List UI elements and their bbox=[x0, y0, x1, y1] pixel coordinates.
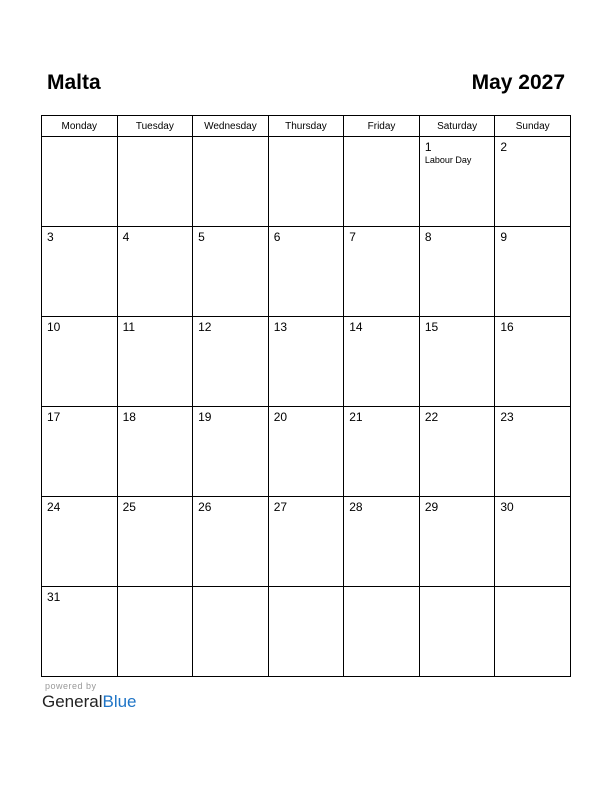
day-cell bbox=[193, 587, 269, 677]
weekday-header-row bbox=[42, 116, 571, 137]
week-row bbox=[42, 407, 571, 497]
day-cell bbox=[193, 497, 269, 587]
day-cell bbox=[42, 497, 118, 587]
day-number: 10 bbox=[47, 320, 61, 334]
day-cell bbox=[419, 587, 495, 677]
day-number: 25 bbox=[122, 500, 136, 514]
day-cell bbox=[495, 227, 571, 317]
day-cell bbox=[495, 317, 571, 407]
day-number: 1 bbox=[424, 140, 432, 154]
day-cell bbox=[268, 227, 344, 317]
day-cell bbox=[495, 587, 571, 677]
generalblue-logo[interactable] bbox=[42, 692, 137, 712]
day-number bbox=[269, 587, 344, 591]
day-cell bbox=[344, 407, 420, 497]
day-cell bbox=[193, 407, 269, 497]
day-cell bbox=[117, 497, 193, 587]
day-cell bbox=[268, 407, 344, 497]
day-cell bbox=[268, 587, 344, 677]
day-number: 30 bbox=[500, 500, 514, 514]
day-cell bbox=[419, 227, 495, 317]
day-number: 3 bbox=[47, 230, 54, 244]
day-cell bbox=[193, 317, 269, 407]
day-number: 12 bbox=[198, 320, 212, 334]
day-number: 27 bbox=[273, 500, 288, 514]
week-row bbox=[42, 317, 571, 407]
month-title: May 2027 bbox=[471, 71, 565, 94]
day-cell bbox=[42, 137, 118, 227]
country-title: Malta bbox=[47, 71, 101, 94]
day-cell bbox=[419, 137, 495, 227]
day-number: 16 bbox=[500, 320, 514, 334]
day-number: 18 bbox=[122, 410, 136, 424]
week-row bbox=[42, 227, 571, 317]
day-number: 20 bbox=[273, 410, 288, 424]
holiday-label bbox=[193, 141, 268, 142]
day-number: 26 bbox=[198, 500, 212, 514]
powered-by-text: powered by bbox=[45, 681, 97, 691]
day-number: 22 bbox=[424, 410, 439, 424]
day-number: 9 bbox=[500, 230, 508, 244]
day-cell bbox=[268, 497, 344, 587]
day-number: 24 bbox=[47, 500, 61, 514]
day-cell bbox=[42, 587, 118, 677]
day-number: 4 bbox=[122, 230, 130, 244]
day-cell bbox=[42, 317, 118, 407]
calendar-grid bbox=[41, 115, 571, 677]
day-cell bbox=[117, 407, 193, 497]
day-cell bbox=[419, 407, 495, 497]
weekday-header: Saturday bbox=[419, 116, 495, 137]
day-cell bbox=[344, 587, 420, 677]
day-number bbox=[193, 587, 268, 591]
day-cell bbox=[117, 317, 193, 407]
day-cell bbox=[344, 227, 420, 317]
holiday-label bbox=[344, 141, 419, 142]
day-cell bbox=[495, 497, 571, 587]
day-number: 7 bbox=[349, 230, 356, 244]
day-number: 13 bbox=[273, 320, 288, 334]
day-number bbox=[420, 587, 495, 591]
weekday-header: Thursday bbox=[268, 116, 344, 137]
day-number: 23 bbox=[500, 410, 514, 424]
day-number: 5 bbox=[198, 230, 205, 244]
day-number bbox=[495, 587, 570, 591]
holiday-label bbox=[495, 154, 570, 155]
day-cell bbox=[344, 137, 420, 227]
day-number: 17 bbox=[47, 410, 61, 424]
day-number: 29 bbox=[424, 500, 439, 514]
week-row bbox=[42, 137, 571, 227]
day-cell bbox=[268, 317, 344, 407]
day-number bbox=[118, 587, 193, 591]
holiday-label: Labour Day bbox=[424, 155, 472, 165]
brand-general-text: General bbox=[42, 692, 103, 711]
day-number: 31 bbox=[47, 590, 61, 604]
day-cell bbox=[344, 317, 420, 407]
weekday-header: Tuesday bbox=[117, 116, 193, 137]
weekday-header: Wednesday bbox=[193, 116, 269, 137]
day-cell bbox=[117, 227, 193, 317]
day-number: 2 bbox=[500, 140, 508, 154]
day-number bbox=[344, 587, 419, 591]
day-cell bbox=[193, 227, 269, 317]
weekday-header: Monday bbox=[42, 116, 118, 137]
day-number: 21 bbox=[349, 410, 363, 424]
day-number: 19 bbox=[198, 410, 212, 424]
footer-branding bbox=[42, 681, 137, 712]
day-cell bbox=[268, 137, 344, 227]
day-number: 8 bbox=[424, 230, 432, 244]
week-row bbox=[42, 587, 571, 677]
day-cell bbox=[42, 407, 118, 497]
day-cell bbox=[344, 497, 420, 587]
day-cell bbox=[117, 587, 193, 677]
weekday-header: Sunday bbox=[495, 116, 571, 137]
day-number: 11 bbox=[122, 320, 136, 334]
holiday-label bbox=[269, 141, 344, 142]
day-cell bbox=[419, 497, 495, 587]
weekday-header: Friday bbox=[344, 116, 420, 137]
day-cell bbox=[419, 317, 495, 407]
week-row bbox=[42, 497, 571, 587]
holiday-label bbox=[118, 141, 193, 142]
day-cell bbox=[495, 407, 571, 497]
day-cell bbox=[495, 137, 571, 227]
day-number: 15 bbox=[424, 320, 439, 334]
day-cell bbox=[117, 137, 193, 227]
day-cell bbox=[193, 137, 269, 227]
brand-blue-text: Blue bbox=[102, 692, 137, 711]
day-number: 6 bbox=[273, 230, 281, 244]
day-number: 14 bbox=[349, 320, 363, 334]
day-cell bbox=[42, 227, 118, 317]
day-number: 28 bbox=[349, 500, 363, 514]
holiday-label bbox=[42, 141, 117, 142]
